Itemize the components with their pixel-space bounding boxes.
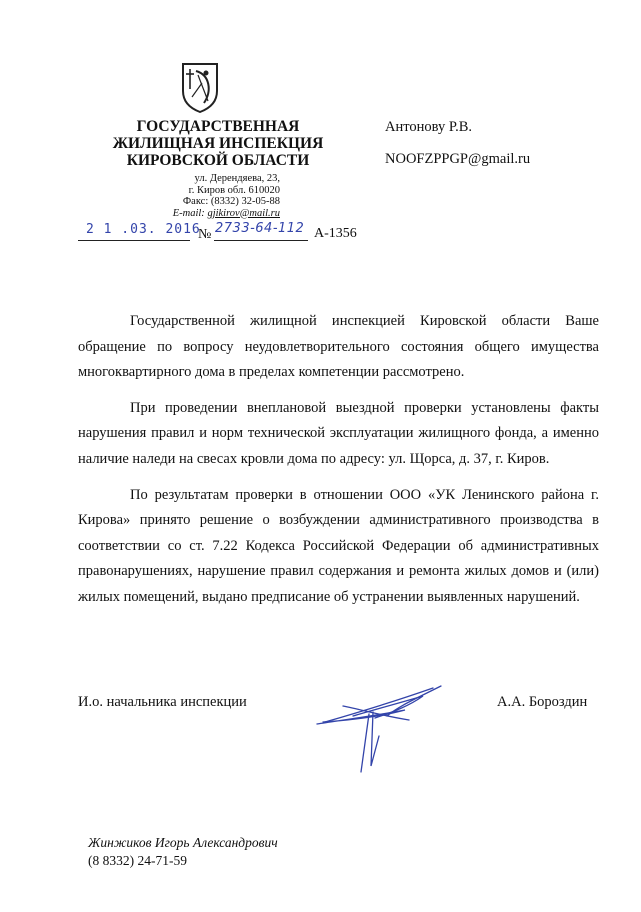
date-stamp: 2 1 .03. 2016 [86, 222, 201, 237]
body-paragraph: По результатам проверки в отношении ООО «УК Ленинского района г. Кирова» принято решение о возбуждении административного производства в соответствии со ст. 7.22 Кодекса Российской Федерации об административных правонарушениях, нарушение правил содержания и ремонта жилых домов и (или) жилых помещений, выдано предписание об устранении выявленных нарушений. [78, 486, 599, 605]
org-name-line-2: ЖИЛИЩНАЯ ИНСПЕКЦИЯ [112, 135, 324, 152]
kirov-coat-of-arms-icon [180, 61, 220, 113]
email-link[interactable]: gjikirov@mail.ru [207, 207, 280, 219]
org-name-line-1: ГОСУДАРСТВЕННАЯ [136, 118, 300, 135]
org-name-line-3: КИРОВСКОЙ ОБЛАСТИ [126, 152, 310, 169]
signatory-position: И.о. начальника инспекции [78, 694, 247, 710]
email-label: E-mail: [172, 207, 208, 219]
date-underline [78, 240, 190, 241]
handwritten-registration-number: 2733-64-112 [215, 221, 305, 236]
signatory-name: А.А. Бороздин [497, 694, 588, 710]
organization-address [120, 173, 280, 219]
address-email [120, 208, 280, 220]
letter-body [78, 309, 599, 621]
address-fax: Факс: (8332) 32-05-88 [182, 196, 280, 207]
executor-name: Жинжиков Игорь Александрович [88, 835, 278, 850]
recipient-email: NOOFZPPGP@gmail.ru [385, 151, 531, 167]
address-city: г. Киров обл. 610020 [188, 184, 280, 196]
number-sign: № [198, 227, 212, 242]
address-street: ул. Дерендяева, 23, [194, 173, 280, 184]
organization-name [78, 118, 358, 169]
executor-phone: (8 8332) 24-71-59 [88, 853, 187, 868]
recipient-name: Антонову Р.В. [385, 119, 473, 135]
body-paragraph: Государственной жилищной инспекцией Кировской области Ваше обращение по вопросу неудовлетворительного состояния общего имущества многоквартирного дома в пределах компетенции рассмотрено. [78, 313, 599, 381]
number-underline [214, 240, 308, 241]
handwritten-signature-icon [313, 676, 443, 776]
body-paragraph: При проведении внеплановой выездной проверки установлены факты нарушения правил и норм технической эксплуатации жилищного фонда, а именно наличие наледи на свесах кровли дома по адресу: ул. Щорса, д. 37, г. Киров. [78, 399, 599, 467]
registration-number-suffix: А-1356 [314, 226, 357, 241]
